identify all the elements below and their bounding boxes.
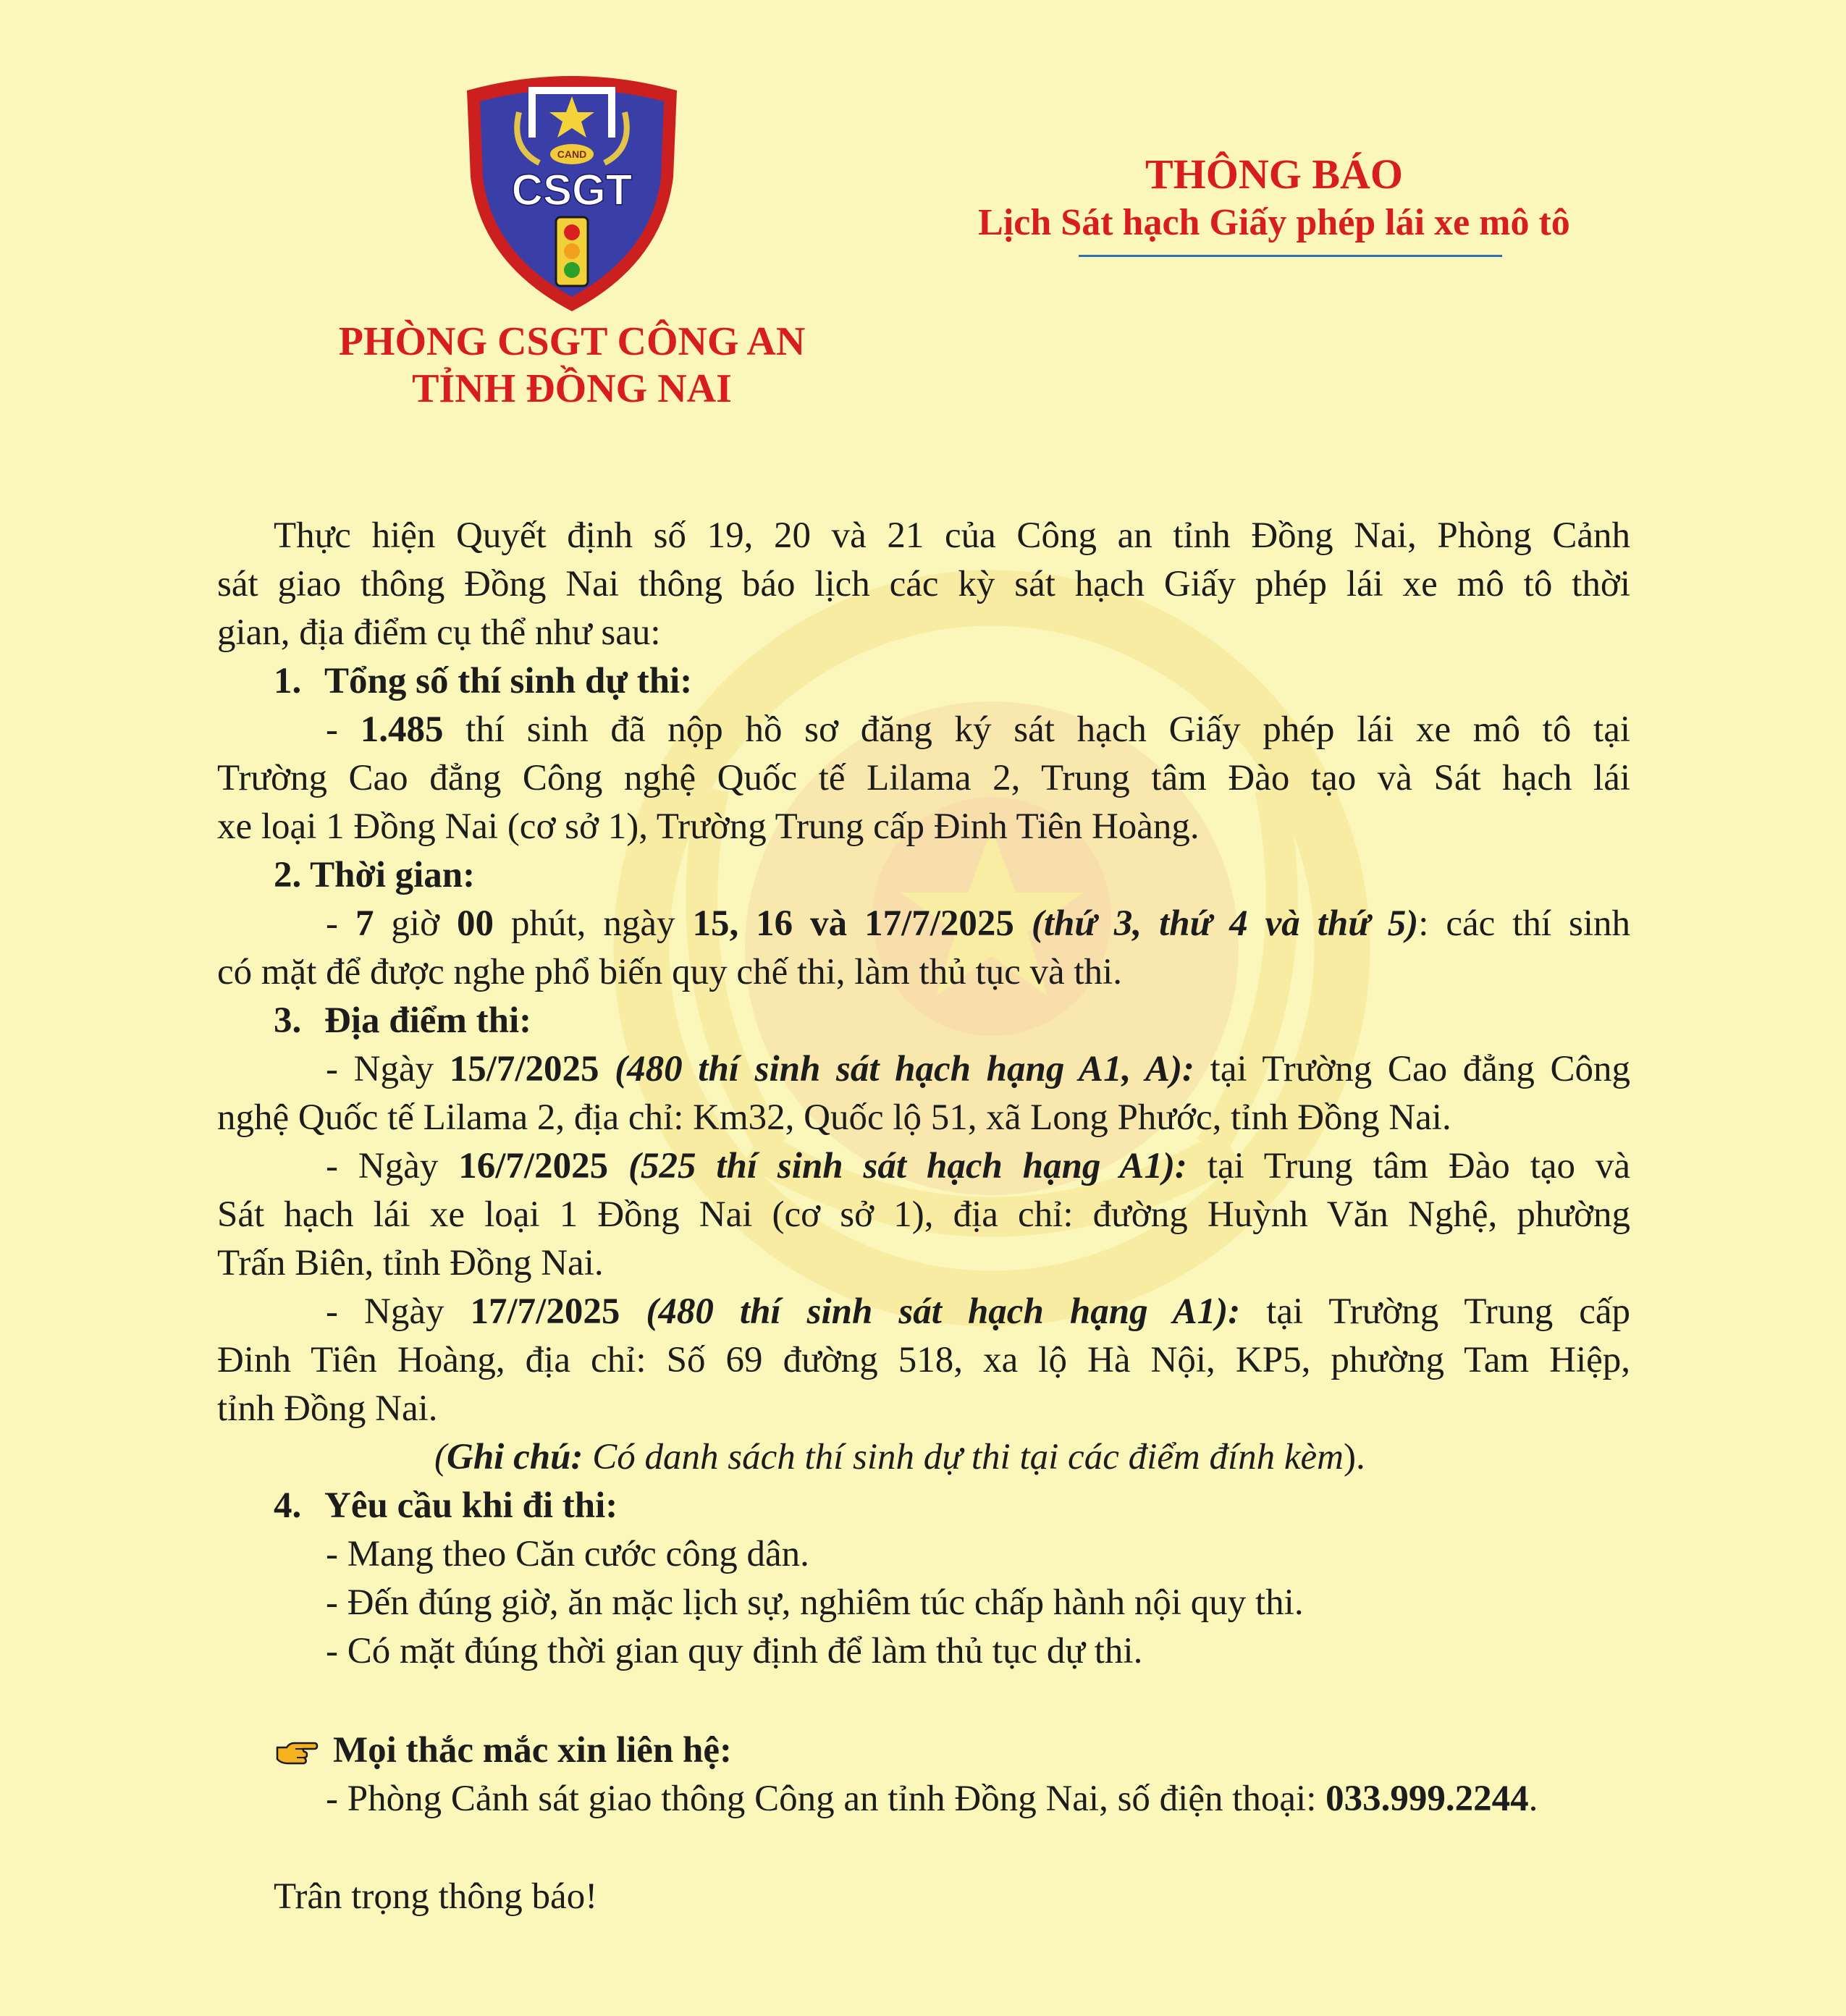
text-segment: : các thí sinh bbox=[1418, 903, 1631, 944]
venue-date: 17/7/2025 bbox=[470, 1291, 620, 1332]
unit-name-line1: PHÒNG CSGT CÔNG AN bbox=[338, 319, 806, 364]
section-1-line bbox=[326, 708, 1630, 751]
venue-day2-line: Sát hạch lái xe loại 1 Đồng Nai (cơ sở 1), địa chỉ: đường Huỳnh Văn Nghệ, phường bbox=[217, 1194, 1630, 1235]
dash: - bbox=[326, 903, 355, 944]
text-segment: giờ bbox=[374, 903, 458, 944]
section-2-line: có mặt để được nghe phổ biến quy chế thi, làm thủ tục và thi. bbox=[217, 952, 1122, 992]
exam-dates: 15, 16 và 17/7/2025 bbox=[692, 903, 1014, 944]
dash: - bbox=[326, 709, 361, 750]
intro-line: Thực hiện Quyết định số 19, 20 và 21 của Công an tỉnh Đồng Nai, Phòng Cảnh bbox=[274, 515, 1630, 556]
section-1-heading bbox=[274, 659, 1630, 703]
exam-weekdays: (thứ 3, thứ 4 và thứ 5) bbox=[1031, 903, 1419, 944]
section-3-heading bbox=[274, 999, 1630, 1042]
intro-line: gian, địa điểm cụ thể như sau: bbox=[217, 612, 661, 653]
text-segment bbox=[620, 1291, 646, 1332]
contact-heading: Mọi thắc mắc xin liên hệ: bbox=[333, 1730, 733, 1771]
text-segment: ( bbox=[434, 1437, 447, 1477]
section-title: Tổng số thí sinh dự thi: bbox=[324, 661, 693, 701]
requirement-item: - Có mặt đúng thời gian quy định để làm thủ tục dự thi. bbox=[326, 1631, 1143, 1671]
svg-text:CAND: CAND bbox=[557, 148, 587, 160]
venue-day3-line: tỉnh Đồng Nai. bbox=[217, 1388, 438, 1429]
venue-day3-line: Đinh Tiên Hoàng, địa chỉ: Số 69 đường 518, xa lộ Hà Nội, KP5, phường Tam Hiệp, bbox=[217, 1340, 1630, 1380]
text-segment: - Ngày bbox=[326, 1291, 471, 1332]
section-number: 4. bbox=[274, 1485, 302, 1526]
text-segment bbox=[608, 1146, 628, 1186]
requirement-item: - Đến đúng giờ, ăn mặc lịch sự, nghiêm túc chấp hành nội quy thi. bbox=[326, 1582, 1304, 1623]
text-segment bbox=[599, 1049, 615, 1089]
venue-note: (480 thí sinh sát hạch hạng A1): bbox=[646, 1291, 1241, 1332]
venue-date: 16/7/2025 bbox=[458, 1146, 609, 1186]
section-1-line: xe loại 1 Đồng Nai (cơ sở 1), Trường Trung cấp Đinh Tiên Hoàng. bbox=[217, 806, 1200, 847]
text-segment: tại Trường Trung cấp bbox=[1240, 1291, 1631, 1332]
remark-text: Có danh sách thí sinh dự thi tại các điểm đính kèm bbox=[583, 1437, 1344, 1477]
requirement-item: - Mang theo Căn cước công dân. bbox=[326, 1534, 809, 1574]
venue-day1-line bbox=[326, 1047, 1630, 1091]
csgt-badge-icon bbox=[452, 69, 691, 315]
notice-heading: THÔNG BÁO bbox=[1145, 151, 1404, 198]
venue-note: (480 thí sinh sát hạch hạng A1, A): bbox=[615, 1049, 1195, 1089]
venue-note: (525 thí sinh sát hạch hạng A1): bbox=[628, 1146, 1187, 1186]
section-number: 1. bbox=[274, 661, 302, 701]
section-title: Yêu cầu khi đi thi: bbox=[324, 1485, 618, 1526]
text-segment: tại Trường Cao đẳng Công bbox=[1194, 1049, 1630, 1089]
text-segment bbox=[1014, 903, 1032, 944]
section-1-line: Trường Cao đẳng Công nghệ Quốc tế Lilama 2, Trung tâm Đào tạo và Sát hạch lái bbox=[217, 758, 1630, 798]
section-title: Địa điểm thi: bbox=[324, 1000, 532, 1041]
text-segment: thí sinh đã nộp hồ sơ đăng ký sát hạch Giấy phép lái xe mô tô tại bbox=[443, 709, 1631, 750]
text-segment: - Ngày bbox=[326, 1146, 459, 1186]
text-segment: - Ngày bbox=[326, 1049, 450, 1089]
section-number: 3. bbox=[274, 1000, 302, 1041]
exam-minute: 00 bbox=[457, 903, 494, 944]
contact-text: - Phòng Cảnh sát giao thông Công an tỉnh Đồng Nai, số điện thoại: bbox=[326, 1779, 1326, 1819]
venue-day2-line: Trấn Biên, tỉnh Đồng Nai. bbox=[217, 1243, 604, 1283]
intro-line: sát giao thông Đồng Nai thông báo lịch các kỳ sát hạch Giấy phép lái xe mô tô thời bbox=[217, 564, 1630, 604]
text-segment: . bbox=[1528, 1779, 1538, 1819]
remark-label: Ghi chú: bbox=[446, 1437, 583, 1477]
section-2-heading: 2. Thời gian: bbox=[274, 855, 476, 895]
venue-day1-line: nghệ Quốc tế Lilama 2, địa chỉ: Km32, Quốc lộ 51, xã Long Phước, tỉnh Đồng Nai. bbox=[217, 1097, 1451, 1138]
candidate-count: 1.485 bbox=[360, 709, 444, 750]
section-4-heading bbox=[274, 1484, 1630, 1527]
pointing-hand-icon bbox=[275, 1737, 319, 1766]
venue-day2-line bbox=[326, 1144, 1630, 1188]
section-2-line bbox=[326, 902, 1630, 945]
venue-date: 15/7/2025 bbox=[449, 1049, 599, 1089]
venue-day3-line bbox=[326, 1290, 1630, 1333]
text-segment: ). bbox=[1343, 1437, 1365, 1477]
contact-line bbox=[326, 1777, 1630, 1821]
exam-hour: 7 bbox=[355, 903, 374, 944]
closing-line: Trân trọng thông báo! bbox=[274, 1876, 598, 1917]
attachment-remark bbox=[434, 1435, 1630, 1479]
svg-text:CSGT: CSGT bbox=[511, 166, 633, 214]
text-segment: tại Trung tâm Đào tạo và bbox=[1187, 1146, 1631, 1186]
title-underline bbox=[1079, 255, 1502, 257]
text-segment: phút, ngày bbox=[494, 903, 693, 944]
contact-phone: 033.999.2244 bbox=[1326, 1779, 1529, 1819]
notice-subheading: Lịch Sát hạch Giấy phép lái xe mô tô bbox=[978, 202, 1570, 243]
unit-name-line2: TỈNH ĐỒNG NAI bbox=[412, 366, 732, 411]
